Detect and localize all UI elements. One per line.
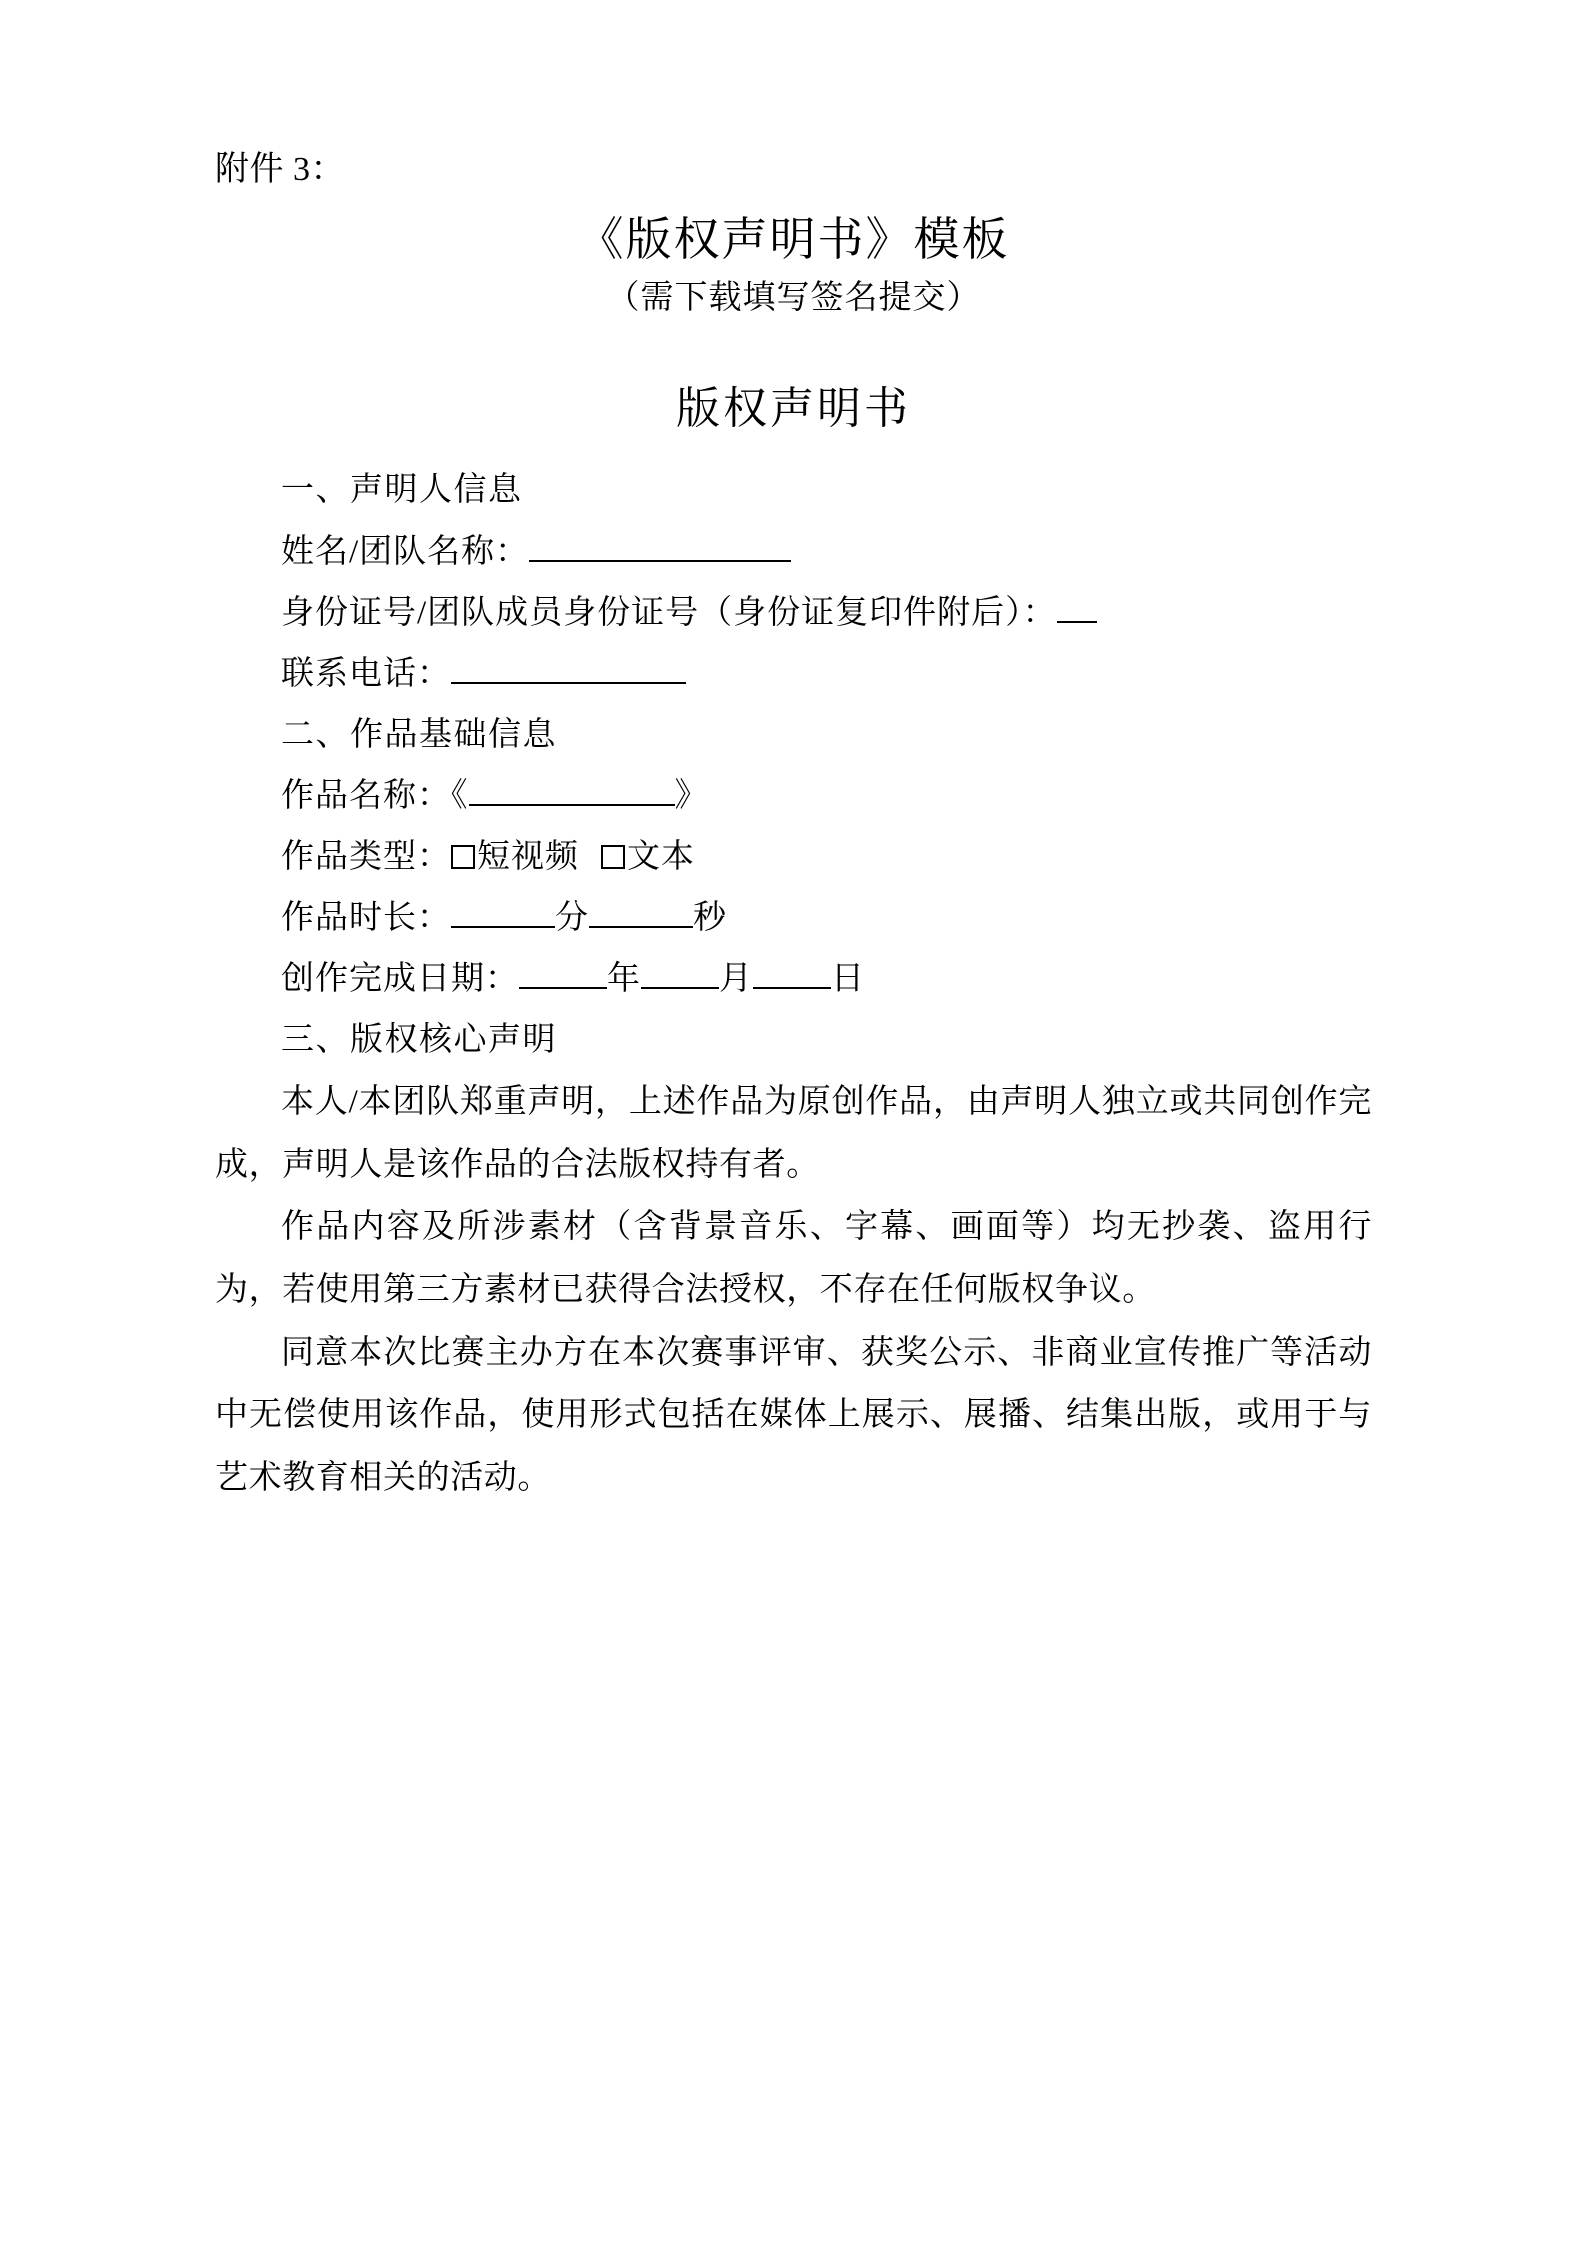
field-input-date-year[interactable] — [519, 957, 607, 989]
field-label-phone: 联系电话： — [281, 655, 451, 692]
field-id-number — [215, 583, 1372, 644]
paragraph-no-plagiarism: 作品内容及所涉素材（含背景音乐、字幕、画面等）均无抄袭、盗用行为，若使用第三方素材已获得合法授权，不存在任何版权争议。 — [215, 1209, 1372, 1308]
field-phone — [215, 644, 1372, 705]
field-label-id-number: 身份证号/团队成员身份证号（身份证复印件附后）： — [281, 594, 1057, 631]
unit-label-minute: 分 — [555, 899, 589, 936]
unit-label-year: 年 — [607, 960, 641, 997]
field-work-type — [215, 827, 1372, 888]
unit-label-month: 月 — [719, 960, 753, 997]
field-label-work-type: 作品类型： — [281, 838, 451, 875]
checkbox-label-text: 文本 — [627, 838, 695, 875]
field-label-name-team: 姓名/团队名称： — [281, 533, 530, 570]
section-heading-work-info: 二、作品基础信息 — [281, 716, 557, 753]
field-label-work-title: 作品名称：《 — [281, 777, 469, 814]
field-label-work-duration: 作品时长： — [281, 899, 451, 936]
field-work-title — [215, 766, 1372, 827]
checkbox-text[interactable] — [601, 845, 625, 869]
field-input-work-title[interactable] — [469, 774, 675, 806]
field-input-date-month[interactable] — [641, 957, 719, 989]
field-input-phone[interactable] — [451, 652, 686, 684]
unit-label-second: 秒 — [693, 899, 727, 936]
paragraph-original-work: 本人/本团队郑重声明，上述作品为原创作品，由声明人独立或共同创作完成，声明人是该作品的合法版权持有者。 — [215, 1083, 1372, 1183]
section-heading-declarant-info: 一、声明人信息 — [281, 472, 523, 509]
field-creation-date — [215, 949, 1372, 1010]
checkbox-label-short-video: 短视频 — [477, 838, 579, 875]
field-input-duration-seconds[interactable] — [589, 896, 693, 928]
main-heading: 版权声明书 — [676, 384, 911, 434]
field-name-team — [215, 522, 1372, 583]
field-label-work-title-suffix: 》 — [674, 777, 709, 814]
checkbox-short-video[interactable] — [451, 845, 475, 869]
field-input-duration-minutes[interactable] — [451, 896, 555, 928]
section-heading-copyright-statement: 三、版权核心声明 — [281, 1021, 557, 1058]
field-input-name-team[interactable] — [529, 530, 791, 562]
document-title: 《版权声明书》模板 — [577, 213, 1010, 265]
field-input-date-day[interactable] — [753, 957, 831, 989]
field-work-duration — [215, 888, 1372, 949]
paragraph-usage-consent: 同意本次比赛主办方在本次赛事评审、获奖公示、非商业宣传推广等活动中无偿使用该作品，使用形式包括在媒体上展示、展播、结集出版，或用于与艺术教育相关的活动。 — [215, 1334, 1372, 1497]
unit-label-day: 日 — [831, 960, 865, 997]
field-label-creation-date: 创作完成日期： — [281, 960, 519, 997]
field-input-id-number[interactable] — [1057, 591, 1097, 623]
document-subtitle: （需下载填写签名提交） — [606, 279, 981, 316]
attachment-label: 附件 3： — [215, 151, 345, 188]
